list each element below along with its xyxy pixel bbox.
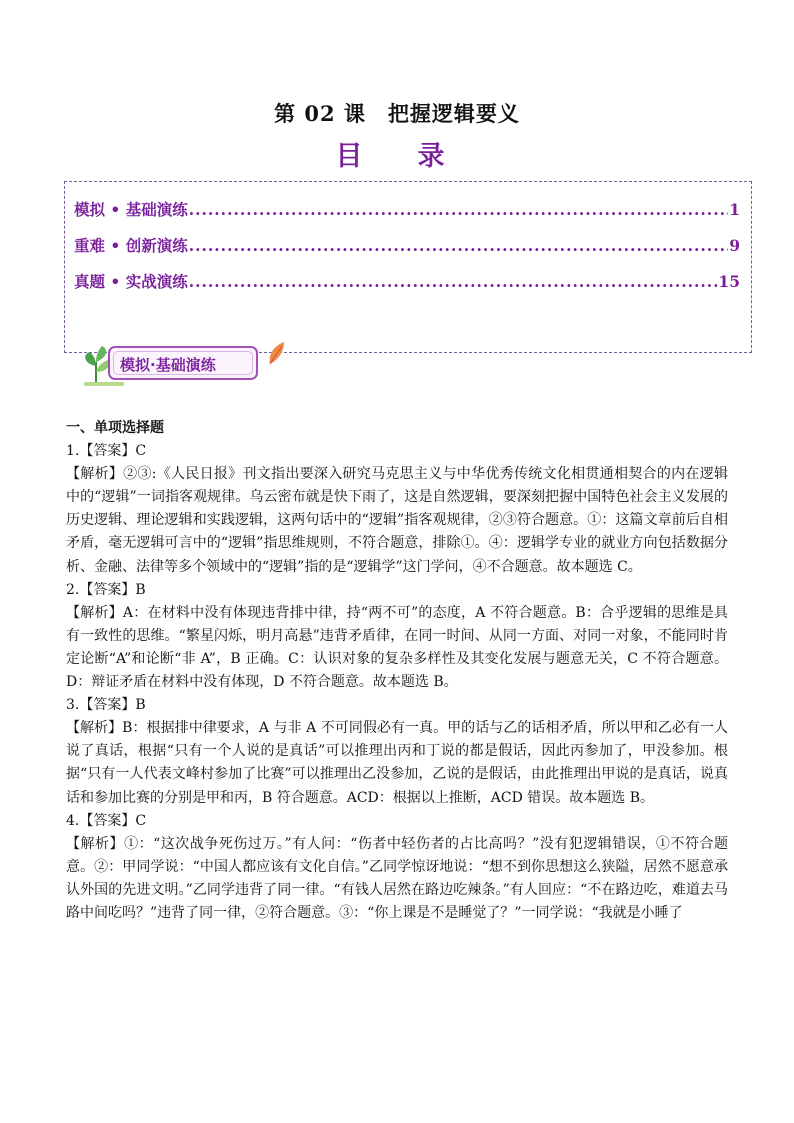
banner-label: 模拟·基础演练 (120, 356, 216, 374)
explanation-paragraph: 【解析】①：“这次战争死伤过万。”有人问：“伤者中轻伤者的占比高吗？”没有犯逻辑错误，①不符合题意。②：甲同学说：“中国人都应该有文化自信。”乙同学惊讶地说：“想不到你思想这么狭隘，居然不愿意承认外国的先进文明。”乙同学违背了同一律。“有钱人居然在路边吃辣条。”有人回应：“不在路边吃，难道去马路中间吃吗？”违背了同一律，②符合题意。③：“你上课是不是睡觉了？”一同学说：“我就是小睡了 (66, 835, 728, 921)
explanation-paragraph: 【解析】②③:《人民日报》刊文指出要深入研究马克思主义与中华优秀传统文化相贯通相契合的内在逻辑中的“逻辑”一词指客观规律。乌云密布就是快下雨了，这是自然逻辑，要深刻把握中国特色社会主义发展的历史逻辑、理论逻辑和实践逻辑，这两句话中的“逻辑”指客观规律，②③符合题意。①：这篇文章前后自相矛盾，毫无逻辑可言中的“逻辑”指思维规则，不符合题意，排除①。④：逻辑学专业的就业方向包括数据分析、金融、法律等多个领域中的“逻辑”指的是“逻辑学”这门学问，④不合题意。故本题选 C。 (66, 466, 728, 575)
answer-line: 3.【答案】B (66, 697, 146, 714)
answer-line: 2.【答案】B (66, 581, 146, 598)
explanation-paragraph: 【解析】B：根据排中律要求，A 与非 A 不可同假必有一真。甲的话与乙的话相矛盾，所以甲和乙必有一人说了真话，根据“只有一个人说的是真话”可以推理出丙和丁说的都是假话，因此丙参加了，甲没参加。根据“只有一人代表文峰村参加了比赛”可以推理出乙没参加，乙说的是假话，由此推理出甲说的是真话，说真话和参加比赛的分别是甲和丙，B 符合题意。ACD：根据以上推断，ACD 错误。故本题选 B。 (66, 720, 728, 806)
toc-item-page: 9 (729, 236, 740, 255)
document-body (66, 417, 728, 925)
explanation-paragraph: 【解析】A：在材料中没有体现违背排中律，持“两不可”的态度，A 不符合题意。B：合乎逻辑的思维是具有一致性的思维。“繁星闪烁，明月高悬”违背矛盾律，在同一时间、从同一方面、对同一对象，不能同时肯定论断“A”和论断“非 A”，B 正确。C：认识对象的复杂多样性及其变化发展与题意无关，C 不符合题意。D：辩证矛盾在材料中没有体现，D 不符合题意。故本题选 B。 (66, 604, 728, 691)
section-banner (80, 340, 290, 388)
lesson-title: 第 02 课 把握逻辑要义 (274, 101, 520, 126)
table-of-contents (64, 181, 752, 353)
toc-item[interactable] (74, 270, 740, 294)
answer-line: 1.【答案】C (66, 443, 147, 460)
toc-item-page: 15 (718, 272, 740, 291)
toc-item[interactable] (74, 234, 740, 258)
toc-leader-dots (189, 236, 729, 255)
toc-item-label: 真题 • 实战演练 (74, 272, 188, 291)
toc-item-page: 1 (729, 200, 740, 219)
toc-item-label: 模拟 • 基础演练 (74, 200, 188, 219)
section-heading: 一、单项选择题 (66, 420, 164, 436)
toc-item[interactable] (74, 198, 740, 222)
toc-item-label: 重难 • 创新演练 (74, 236, 188, 255)
leaf-decoration-icon (266, 340, 288, 368)
answer-line: 4.【答案】C (66, 812, 147, 829)
toc-leader-dots (189, 200, 729, 219)
toc-leader-dots (189, 272, 718, 291)
toc-heading: 目 录 (335, 141, 459, 172)
